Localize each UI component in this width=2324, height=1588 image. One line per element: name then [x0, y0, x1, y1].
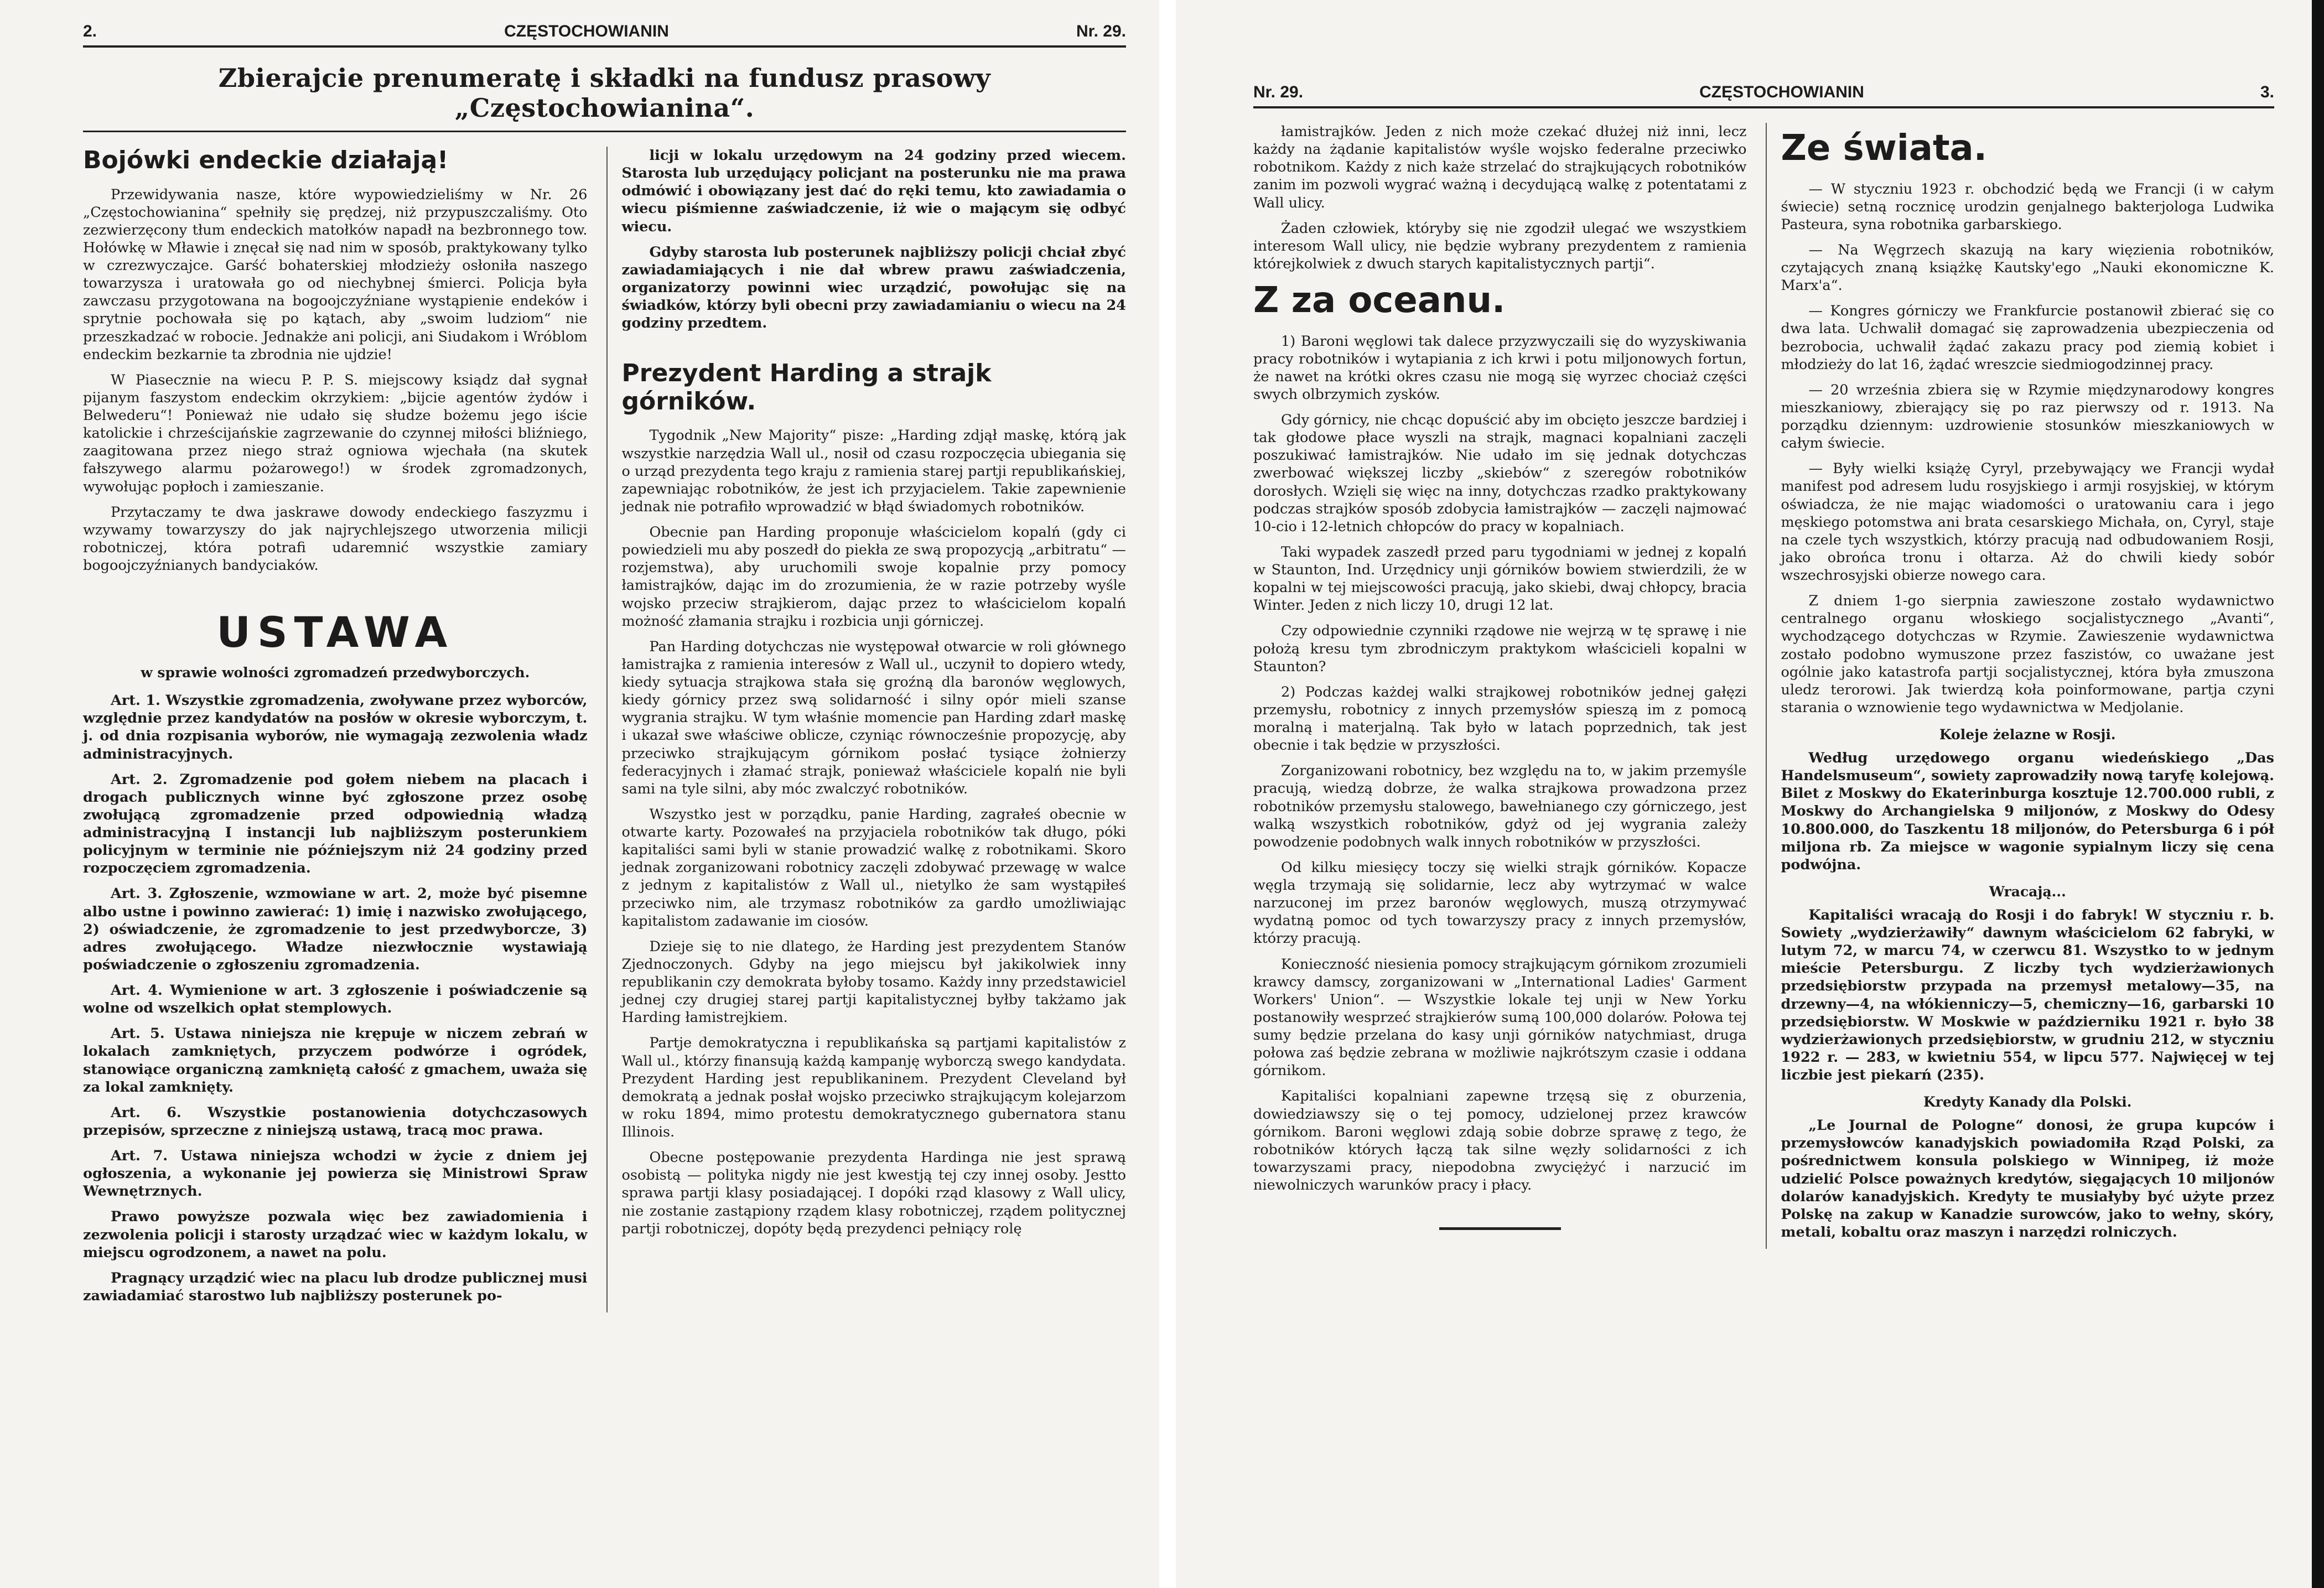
- right-columns: [1253, 123, 2274, 1249]
- article-oceanu-paragraph: 1) Baroni węglowi tak dalece przyzwyczaili się do wyzyskiwania pracy robotników i wytapiania z ich krwi i potu miljonowych fortun, że nawet na krótki okres czasu nie mogą się wyrzec chociaż części swych olbrzymich zysków.: [1253, 333, 1747, 403]
- ustawa-commentary: Pragnący urządzić wiec na placu lub drodze publicznej musi zawiadamiać starostwo lub najbliższy posterunek po-: [83, 1269, 588, 1304]
- ustawa-subtitle: w sprawie wolności zgromadzeń przedwyborczych.: [141, 665, 530, 681]
- ustawa-article: Art. 3. Zgłoszenie, wzmowiane w art. 2, może być pisemne albo ustne i powinno zawierać: 1) imię i nazwisko zwołującego, 2) oświadczenie, że zgromadzenie to jest przedwyborcze, 3) adres zwołującego. Władze niezwłocznie wystawiają poświadczenie o zgłoszeniu zgromadzenia.: [83, 885, 588, 973]
- ustawa-continuation: Gdyby starosta lub posterunek najbliższy policji chciał zbyć zawiadamiających i nie dał wbrew prawu zaświadczenia, organizatorzy powinni wiec urządzić, powołując się na świadków, którzy byli obecni przy zawiadamianiu o wiecu na 24 godziny przedtem.: [621, 243, 1126, 332]
- article-harding-paragraph: Pan Harding dotychczas nie występował otwarcie w roli głównego łamistrajka z ramienia interesów z Wall ul., uczynił to dopiero wtedy, kiedy sytuacja strajkowa stała się groźną dla baronów węglowych, kiedy górnicy przez swą solidarność i silny opór mieli szanse wygrania strajku. W tym właśnie momencie pan Harding zdarł maskę i ukazał swe właściwe oblicze, czyniąc równocześnie propozycję, aby przeciwko strajkującym górnikom posłać tysiące żołnierzy federacyjnych i złamać strajk, ponieważ właściciele kopalń nie byli sami na tyle silni, aby móc zwalczyć robotników.: [621, 638, 1126, 797]
- left-issue-number: Nr. 29.: [1076, 22, 1126, 40]
- article-oceanu-paragraph: Taki wypadek zaszedł przed paru tygodniami w jednej z kopalń w Staunton, Ind. Urzędnicy unji górników bowiem stwierdzili, że w kopalni w tej miejscowości pracują, jako skiebi, dwaj chłopcy, bracia Winter. Jeden z nich liczy 10, drugi 12 lat.: [1253, 543, 1747, 614]
- article-swiata-paragraph: Z dniem 1-go sierpnia zawieszone zostało wydawnictwo centralnego organu włoskiego socjalistycznego „Avanti“, wychodzącego dotychczas w Rzymie. Zawieszenie wydawnictwa zostało podobno wymuszone przez faszistów, co uważane jest ogólnie jako katastrofa partji socjalistycznej, która była zmuszona uledz terorowi. Jak twierdzą koła poinformowane, partja czyni starania o wznowienie tego wydawnictwa w Medjolanie.: [1781, 593, 2274, 716]
- article-oceanu-paragraph: Zorganizowani robotnicy, bez względu na to, w jakim przemyśle pracują, wiedzą dobrze, że walka strajkowa prowadzona przez robotników przemysłu stalowego, bawełnianego czy górniczego, jest walką wszystkich robotników, gdyż od jej wygrania zależy powodzenie podobnych walk innych robotników w przyszłości.: [1253, 762, 1747, 850]
- article-swiata-paragraph: — 20 września zbiera się w Rzymie międzynarodowy kongres mieszkaniowy, zbierający się po raz pierwszy od r. 1913. Na porządku dziennym: uzdrowienie stosunków mieszkaniowych w całym świecie.: [1781, 381, 2274, 452]
- right-page: [1176, 0, 2324, 1588]
- ustawa-article: Art. 1. Wszystkie zgromadzenia, zwoływane przez wyborców, względnie przez kandydatów na posłów w okresie wyborczym, t. j. od dnia rozpisania wyborów, nie wymagają zezwolenia władz administracyjnych.: [83, 692, 588, 762]
- right-running-head: [1253, 83, 2274, 108]
- kredyty-paragraph: „Le Journal de Pologne“ donosi, że grupa kupców i przemysłowców kanadyjskich powiadomiła Rząd Polski, za pośrednictwem konsula polskiego w Winnipeg, iż może udzielić Polsce poważnych kredytów, sięgających 10 miljonów dolarów kanadyjskich. Kredyty te musiałyby być użyte przez Polskę na zakup w Kanadzie surowców, jako to wełny, skóry, metali, kobaltu oraz maszyn i narzędzi rolniczych.: [1781, 1117, 2274, 1241]
- article-oceanu-paragraph: Od kilku miesięcy toczy się wielki strajk górników. Kopacze węgla trzymają się solidarnie, lecz aby wytrzymać w walce narzuconej im przez baronów węglowych, muszą otrzymywać wydatną pomoc od tych towarzyszy pracy z innych przemysłów, którzy pracują.: [1253, 859, 1747, 947]
- right-page-number: 3.: [2260, 83, 2274, 101]
- article-swiata-paragraph: — Kongres górniczy we Frankfurcie postanowił zbierać się co dwa lata. Uchwalił domagać się zaprowadzenia ubezpieczenia od bezrobocia, uchwalił żądać zakazu pracy pod ziemią kobiet i młodzieży do lat 16, żądać wreszcie siedmiogodzinnej pracy.: [1781, 303, 2274, 373]
- harding-continuation: Żaden człowiek, któryby się nie zgodził ulegać we wszystkiem interesom Wall ulicy, nie będzie wybrany prezydentem z ramienia którejkolwiek z dwuch starych kapitalistycznych partji“.: [1253, 220, 1747, 272]
- subscription-banner: Zbierajcie prenumeratę i składki na fundusz prasowy „Częstochowianina“.: [83, 63, 1126, 132]
- page-gutter: [1159, 0, 1176, 1588]
- ustawa-article: Art. 7. Ustawa niniejsza wchodzi w życie z dniem jej ogłoszenia, a wykonanie jej powierza się Ministrowi Spraw Wewnętrznych.: [83, 1148, 588, 1200]
- article-harding-paragraph: Tygodnik „New Majority“ pisze: „Harding zdjął maskę, którą jak wszystkie narzędzia Wall ul., nosił od czasu rozpoczęcia ubiegania się o urząd prezydenta tego kraju z ramienia starej partji republikańskiej, zapewniając robotników, że jest ich przyjacielem. Takie zapewnienie jednak nie potrafiło wprowadzić w błąd świadomych robotników.: [621, 427, 1126, 515]
- article-oceanu-paragraph: Konieczność niesienia pomocy strajkującym górnikom zrozumieli krawcy damscy, zorganizowani w „International Ladies' Garment Workers' Union“. — Wszystkie lokale tej unji w New Yorku postanowiły wesprzeć strajkierów sumą 100,000 dolarów. Połowa tej sumy będzie przelana do kasy unji górników natychmiast, druga połowa zaś będzie zebrana w możliwie najkrótszym czasie i oddana górnikom.: [1253, 956, 1747, 1080]
- left-columns: [83, 147, 1126, 1312]
- koleje-subheadline: Koleje żelazne w Rosji.: [1939, 726, 2116, 743]
- article-harding-paragraph: Obecnie pan Harding proponuje właścicielom kopalń (gdy ci powiedzieli mu aby poszedł do piekła ze swą propozycją „arbitratu“ — rozjemstwa), aby uruchomili swoje kopalnie przy pomocy łamistrajków, dając im do zrozumienia, że w razie potrzeby wyśle wojsko przeciw strajkierom, dając przez to właścicielom kopalń możność złamania strajku i rozbicia unji górniczej.: [621, 524, 1126, 630]
- article-harding-headline: Prezydent Harding a strajk górników.: [621, 359, 992, 416]
- article-oceanu-paragraph: 2) Podczas każdej walki strajkowej robotników jednej gałęzi przemysłu, robotnicy z innych przemysłów spieszą im z pomocą moralną i materjalną. Tak było w latach poprzednich, tak jest obecnie i tak będzie w przyszłości.: [1253, 683, 1747, 754]
- koleje-paragraph: Według urzędowego organu wiedeńskiego „Das Handelsmuseum“, sowiety zaprowadziły nową taryfę kolejową. Bilet z Moskwy do Ekaterinburga kosztuje 12.700.000 rubli, z Moskwy do Archangielska 9 miljonów, z Moskwy do Odesy 10.800.000, do Taszkentu 18 miljonów, do Petersburga 6 i pół miljona rb. Za miejsce w wagonie sypialnym liczy się cena podwójna.: [1781, 750, 2274, 873]
- ustawa-continuation: licji w lokalu urzędowym na 24 godziny przed wiecem. Starosta lub urzędujący policjant na posterunku nie ma prawa odmówić i obowiązany jest dać do ręki temu, kto zawiadamia o wiecu piśmienne zaświadczenie, iż wie o mającym się odbyć wiecu.: [621, 147, 1126, 235]
- article-swiata-headline: Ze świata.: [1781, 128, 1988, 169]
- end-rule: [1439, 1227, 1561, 1230]
- ustawa-article: Art. 6. Wszystkie postanowienia dotychczasowych przepisów, sprzeczne z niniejszą ustawą, tracą moc prawa.: [83, 1104, 588, 1139]
- left-page-number: 2.: [83, 22, 97, 40]
- article-swiata-paragraph: — Na Węgrzech skazują na kary więzienia robotników, czytających znaną książkę Kautsky'ego „Nauki ekonomiczne K. Marx'a“.: [1781, 241, 2274, 294]
- wracaja-subheadline: Wracają...: [1989, 883, 2066, 900]
- right-issue-number: Nr. 29.: [1253, 83, 1304, 101]
- article-bojowki-paragraph: Przewidywania nasze, które wypowiedzieliśmy w Nr. 26 „Częstochowianina“ spełniły się prędzej, niż przypuszczaliśmy. Oto zezwierzęcony tłum endeckich matołków napadł na bezbronnego tow. Hołówkę w Mławie i znęcał się nad nim w sposób, praktykowany tylko w czrezwyczajce. Garść bohaterskiej młodzieży osłoniła naszego towarzysza i uratowała go od niechybnej śmierci. Policja była zawczasu przygotowana na bogoojczyźniane wystąpienie endeków i sprytnie pochowała się po kątach, aby „swoim ludziom“ nie przeszkadzać w robocie. Jednakże ani policji, ani Siudakom i Wróblom endeckim bezkarnie ta zbrodnia nie ujdzie!: [83, 186, 588, 363]
- article-bojowki-paragraph: W Piasecznie na wiecu P. P. S. miejscowy ksiądz dał sygnał pijanym faszystom endeckim okrzykiem: „bijcie agentów żydów i Belwederu“! Ponieważ nie udało się słudze bożemu jego iście katolickie i chrześcijańskie zagrzewanie do czynnej miłości bliźniego, zaagitowana przez niego straż ogniowa wjechała (na skutek fałszywego alarmu pożarowego!) w środek zgromadzonych, wywołując popłoch i zamieszanie.: [83, 371, 588, 495]
- left-page: [0, 0, 1159, 1588]
- ustawa-article: Art. 4. Wymienione w art. 3 zgłoszenie i poświadczenie są wolne od wszelkich opłat stemplowych.: [83, 982, 588, 1017]
- left-masthead-title: CZĘSTOCHOWIANIN: [504, 22, 669, 40]
- article-oceanu-paragraph: Czy odpowiednie czynniki rządowe nie wejrzą w tę sprawę i nie położą kresu tym zbrodniczym praktykom właścicieli kopalni w Staunton?: [1253, 622, 1747, 675]
- ustawa-article: Art. 2. Zgromadzenie pod gołem niebem na placach i drogach publicznych winne być zgłoszone przez osobę zwołującą zgromadzenie przed odpowiednią władzą administracyjną I instancji lub najbliższym posterunkiem policyjnym w terminie nie późniejszym niż 24 godziny przed rozpoczęciem zgromadzenia.: [83, 771, 588, 877]
- article-bojowki-headline: Bojówki endeckie działają!: [83, 146, 449, 174]
- left-column-2: [606, 147, 1127, 1312]
- right-masthead-title: CZĘSTOCHOWIANIN: [1699, 83, 1864, 101]
- harding-continuation: łamistrajków. Jeden z nich może czekać dłużej niż inni, lecz każdy na żądanie kapitalistów wyśle wojsko federalne przeciwko robotnikom. Każdy z nich każe strzelać do strajkujących robotników zanim im pozwoli wygrać ważną i decydującą walkę z potentatami z Wall ulicy.: [1253, 123, 1747, 211]
- right-column-2: [1766, 123, 2275, 1249]
- article-harding-paragraph: Dzieje się to nie dlatego, że Harding jest prezydentem Stanów Zjednoczonych. Gdyby na jego miejscu był jakikolwiek inny republikanin czy demokrata byłoby tosamo. Każdy inny przedstawiciel jednej czy drugiej starej partji kapitalistycznej byłby takżamo jak Harding łamistrejkiem.: [621, 938, 1126, 1026]
- article-bojowki-paragraph: Przytaczamy te dwa jaskrawe dowody endeckiego faszyzmu i wzywamy towarzyszy do jak najrychlejszego utworzenia milicji robotniczej, która potrafi udaremnić wszystkie zamiary bogoojczyźnianych bandyciaków.: [83, 504, 588, 574]
- ustawa-title: USTAWA: [216, 608, 454, 657]
- scan-page-edge: [2312, 0, 2324, 1588]
- wracaja-paragraph: Kapitaliści wracają do Rosji i do fabryk! W styczniu r. b. Sowiety „wydzierżawiły“ dawnym właścicielom 62 fabryki, w lutym 72, w marcu 74, w czerwcu 81. Wszystko to w jednym mieście Petersburgu. Z liczby tych wydzierżawionych przedsiębiorstw przypada na przemysł metalowy—35, na drzewny—4, na włókienniczy—5, chemiczny—16, garbarski 10 przedsiębiorstw. W Moskwie w październiku 1921 r. było 38 wydzierżawionych przedsiębiorstw, w grudniu 212, w styczniu 1922 r. — 283, w kwietniu 554, w lipcu 577. Najwięcej w tej liczbie jest piekarń (235).: [1781, 906, 2274, 1084]
- right-column-1: [1253, 123, 1747, 1249]
- article-swiata-paragraph: — W styczniu 1923 r. obchodzić będą we Francji (i w całym świecie) setną rocznicę urodzin genjalnego bakterjologa Ludwika Pasteura, syna robotnika garbarskiego.: [1781, 180, 2274, 233]
- ustawa-commentary: Prawo powyższe pozwala więc bez zawiadomienia i zezwolenia policji i starosty urządzać wiec w każdym lokalu, w miejscu ogrodzonem, a nawet na polu.: [83, 1208, 588, 1261]
- article-harding-paragraph: Obecne postępowanie prezydenta Hardinga nie jest sprawą osobistą — polityka nigdy nie jest kwestją tej czy innej osoby. Jestto sprawa partji klasy posiadającej. I dopóki rząd klasowy z Wall ulicy, nie zostanie zastąpiony rządem klasy robotniczej, rządem politycznej partji robotniczej, dopóty będą prezydenci pełniący rolę: [621, 1149, 1126, 1237]
- left-column-1: [83, 147, 588, 1312]
- article-oceanu-paragraph: Kapitaliści kopalniani zapewne trzęsą się z oburzenia, dowiedziawszy się o tej pomocy, udzielonej przez krawców górnikom. Baroni węglowi zdają sobie dobrze sprawę z tego, że robotników których łączą tak silne węzły solidarności z ich towarzyszami pracy, niepodobna zwyciężyć i narzucić im niewolniczych warunków pracy i płacy.: [1253, 1088, 1747, 1194]
- kredyty-subheadline: Kredyty Kanady dla Polski.: [1923, 1094, 2132, 1110]
- article-oceanu-paragraph: Gdy górnicy, nie chcąc dopuścić aby im obcięto jeszcze bardziej i tak głodowe płace wyszli na strajk, magnaci kopalniani zaczęli poszukiwać łamistrajków. Nie udało im się jednak dotychczas zwerbować większej liczby „skiebów“ z szeregów robotników dorosłych. Wzięli się więc na inny, dotychczas rzadko praktykowany podczas strajków sposób zdobycia łamistrajków — zaczęli najmować 10-cio i 12-letnich chłopców do pracy w kopalniach.: [1253, 412, 1747, 535]
- article-harding-paragraph: Wszystko jest w porządku, panie Harding, zagrałeś obecnie w otwarte karty. Pozowałeś na przyjaciela robotników tak długo, póki kapitaliści sami byli w stanie prowadzić walkę z robotnikami. Skoro jednak zorganizowani robotnicy zaczęli zdobywać przewagę w walce z jednym z kapitalistów z Wall ul., nietylko że sam wystąpiłeś przeciwko nim, ale trzymasz robotników za gardło umożliwiając kapitalistom zadawanie im ciosów.: [621, 806, 1126, 930]
- article-oceanu-headline: Z za oceanu.: [1253, 280, 1506, 321]
- left-running-head: [83, 22, 1126, 48]
- article-swiata-paragraph: — Były wielki książę Cyryl, przebywający we Francji wydał manifest pod adresem ludu rosyjskiego i armji rosyjskiej, w którym oświadcza, że nie mając wiadomości o uratowaniu cara i jego męskiego potomstwa ani brata cesarskiego Michała, on, Cyryl, staje na czele tych wszystkich, którzy pracują nad odbudowaniem Rosji, jako obrońca tronu i ołtarza. Aż do chwili kiedy sobór wszechrosyjski obierze nowego cara.: [1781, 460, 2274, 584]
- ustawa-article: Art. 5. Ustawa niniejsza nie krępuje w niczem zebrań w lokalach zamkniętych, przyczem podwórze i ogródek, stanowiące organiczną zamkniętą całość z gmachem, uważa się za lokal zamknięty.: [83, 1025, 588, 1096]
- article-harding-paragraph: Partje demokratyczna i republikańska są partjami kapitalistów z Wall ul., którzy finansują każdą kampanję wyborczą swego kandydata. Prezydent Harding jest republikaninem. Prezydent Cleveland był demokratą a jednak posłał wojsko przeciwko strajkującym kolejarzom w roku 1894, mimo protestu demokratycznego gubernatora stanu Illinois.: [621, 1035, 1126, 1141]
